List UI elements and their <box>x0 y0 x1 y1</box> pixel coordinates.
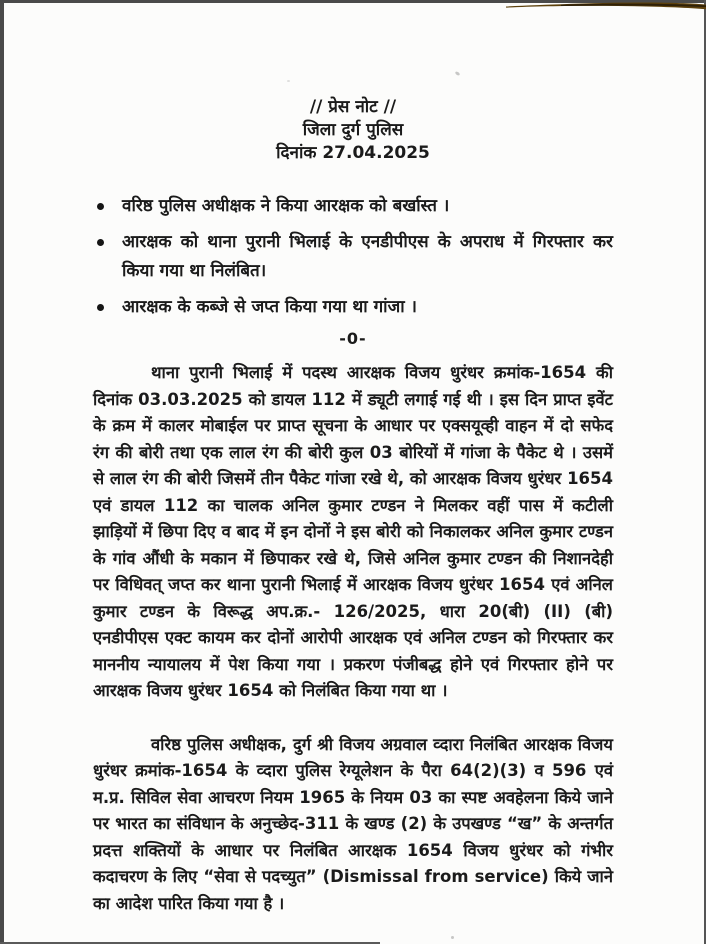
bullet-dot-icon <box>97 203 104 210</box>
scan-edge-left-artifact <box>0 0 4 944</box>
body-paragraph-2: वरिष्ठ पुलिस अधीक्षक, दुर्ग श्री विजय अग्रवाल व्दारा निलंबित आरक्षक विजय धुरंधर क्रमांक-1654 के व्दारा पुलिस रेग्यूलेशन के पैरा 64(2)(3) व 596 एवं म.प्र. सिविल सेवा आचरण नियम 1965 के नियम 03 का स्पष्ट अवहेलना किये जाने पर भारत का संविधान के अनुच्छेद-311 के खण्ड (2) के उपखण्ड “ख” के अन्तर्गत प्रदत्त शक्तियों के आधार पर निलंबित आरक्षक 1654 विजय धुरंधर को गंभीर कदाचरण के लिए “सेवा से पदच्युत” (Dismissal from service) किये जाने का आदेश पारित किया गया है । <box>93 734 613 913</box>
highlight-item <box>93 228 613 286</box>
scan-speck-artifact <box>287 80 290 82</box>
document-body <box>93 96 613 944</box>
bullet-dot-icon <box>97 239 104 246</box>
highlight-text: आरक्षक को थाना पुरानी भिलाई के एनडीपीएस के अपराध में गिरफ्तार कर किया गया था निलंबित। <box>122 232 613 281</box>
document-header <box>93 96 613 165</box>
bullet-dot-icon <box>97 304 104 311</box>
body-paragraph-1: थाना पुरानी भिलाई में पदस्थ आरक्षक विजय धुरंधर क्रमांक-1654 की दिनांक 03.03.2025 को डायल 112 में ड्यूटी लगाई गई थी । इस दिन प्राप्त इवेंट के क्रम में कालर मोबाईल पर प्राप्त सूचना के आधार पर एक्सयूव्ही वाहन में दो सफेद रंग की बोरी तथा एक लाल रंग की बोरी कुल 03 बोरियों में गांजा के पैकेट थे । उसमें से लाल रंग की बोरी जिसमें तीन पैकेट गांजा रखे थे, को आरक्षक विजय धुरंधर 1654 एवं डायल 112 का चालक अनिल कुमार टण्डन ने मिलकर वहीं पास में कटीली झाड़ियों में छिपा दिए व बाद में इन दोनों ने इस बोरी को निकालकर अनिल कुमार टण्डन के गांव औंधी के मकान में छिपाकर रखे थे, जिसे अनिल कुमार टण्डन की निशानदेही पर विधिवत् जप्त कर थाना पुरानी भिलाई में आरक्षक विजय धुरंधर 1654 एवं अनिल कुमार टण्डन के विरूद्ध अप.क्र.- 126/2025, धारा 20(बी) (II) (बी) एनडीपीएस एक्ट कायम कर दोनों आरोपी आरक्षक एवं अनिल टण्डन को गिरफ्तार कर माननीय न्यायालय में पेश किया गया । प्रकरण पंजीबद्ध होने एवं गिरफ्तार होने पर आरक्षक विजय धुरंधर 1654 को निलंबित किया गया था । <box>93 363 613 700</box>
organization-line: जिला दुर्ग पुलिस <box>302 120 404 140</box>
highlight-item <box>93 192 613 221</box>
highlights-list <box>93 192 613 322</box>
highlight-text: वरिष्ठ पुलिस अधीक्षक ने किया आरक्षक को बर्खास्त । <box>122 196 450 216</box>
date-line: दिनांक 27.04.2025 <box>276 143 430 163</box>
scan-streak-artifact <box>506 0 706 12</box>
section-separator: -0- <box>339 329 367 348</box>
press-note-title: // प्रेस नोट // <box>309 97 397 117</box>
highlight-text: आरक्षक के कब्जे से जप्त किया गया था गांजा । <box>122 297 417 317</box>
highlight-item <box>93 293 613 322</box>
scan-speck-artifact <box>455 71 461 76</box>
